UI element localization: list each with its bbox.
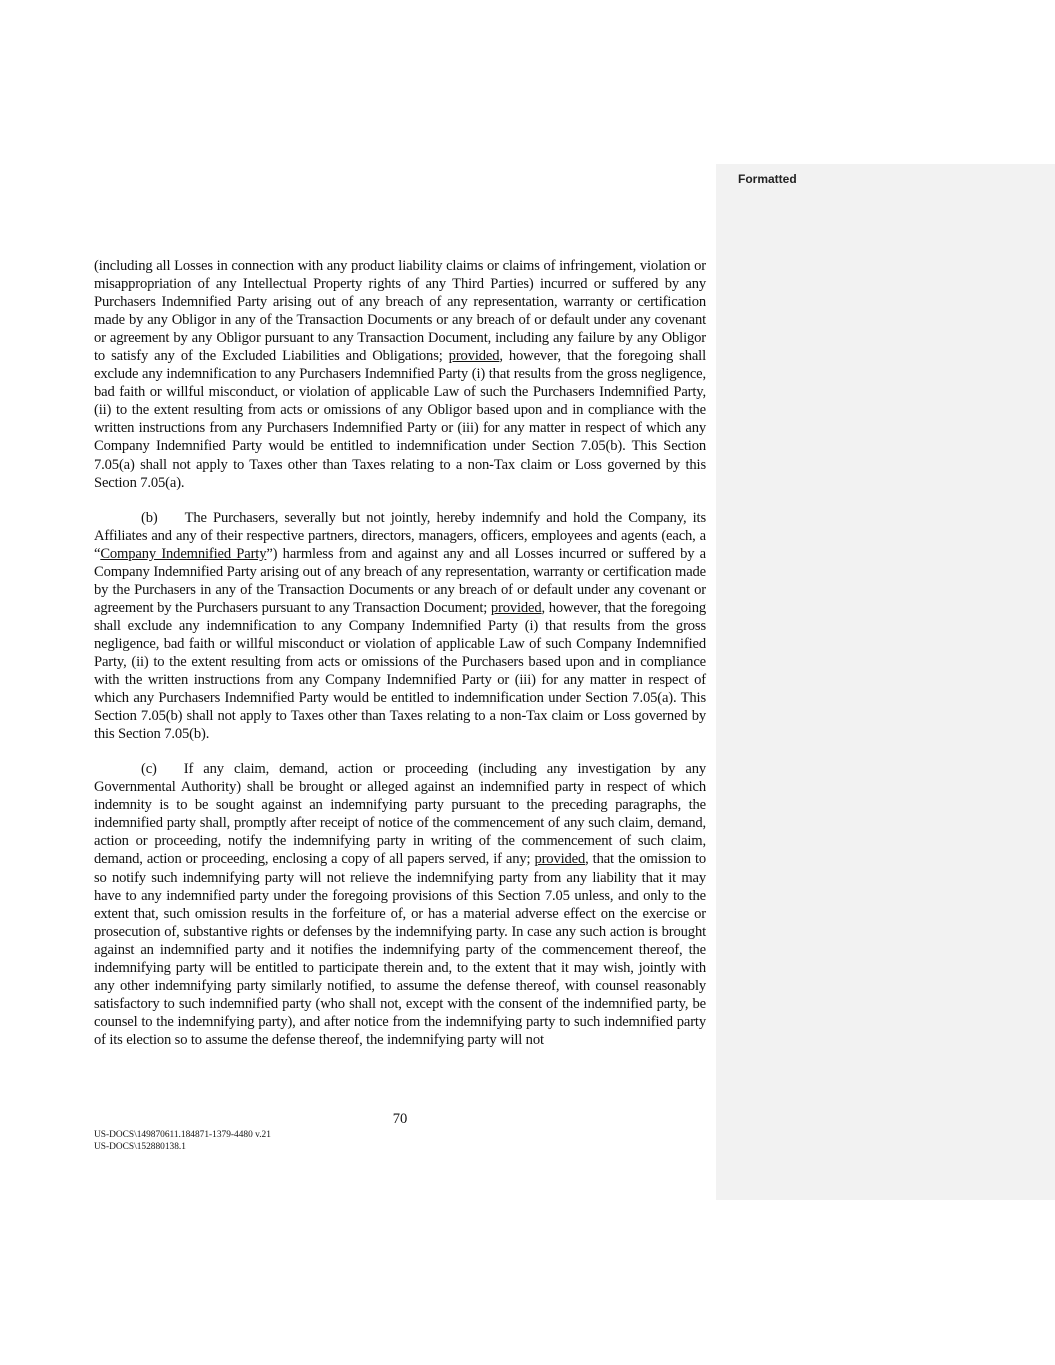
provided-term: provided: [534, 851, 586, 868]
paragraph-c: [94, 760, 706, 1049]
provided-term: provided: [490, 599, 542, 616]
footer-doc-id: US-DOCS\149870611.184871-1379-4480 v.21: [94, 1130, 271, 1140]
paragraph-text: ”) harmless from and against any and all Losses incurred or suffered by a Company Indemnified Party arising out of any breach of any representation, warranty or certification made by the Purchasers in any of the Transaction Documents or any breach of or default under any covenant or agreement by the Purchasers pursuant to any Transaction Document;: [94, 545, 706, 616]
section-label: (b): [141, 509, 158, 526]
comment-pane: [716, 164, 1055, 1200]
paragraph-text: , however, that the foregoing shall exclude any indemnification to any Company Indemnified Party (i) that results from the gross negligence, bad faith or willful misconduct or violation of applicable Law of such Company Indemnified Party, (ii) to the extent resulting from acts or omissions of the Purchasers based upon and in compliance with the written instructions from any Company Indemnified Party or (iii) for any matter in respect of which any Purchasers Indemnified Party would be entitled to indemnification under Section 7.05(a). This Section 7.05(b) shall not apply to Taxes other than Taxes relating to a non-Tax claim or Loss governed by this Section 7.05(b).: [94, 599, 707, 743]
paragraph-text: (including all Losses in connection with any product liability claims or claims of infringement, violation or misappropriation of any Intellectual Property rights of any Third Parties) incurred or suffered by any Purchasers Indemnified Party arising out of any breach of any representation, warranty or certification made by any Obligor in any of the Transaction Documents or any breach of or default under any covenant or agreement by any Obligor pursuant to any Transaction Document, including any failure by any Obligor to satisfy any of the Excluded Liabilities and Obligations;: [94, 258, 706, 365]
defined-term: Company Indemnified Party: [100, 545, 267, 562]
paragraph-b: [94, 509, 706, 744]
page-number: 70: [392, 1111, 408, 1127]
page-body: [94, 257, 706, 1066]
section-label: (c): [141, 761, 157, 778]
paragraph-text: , however, that the foregoing shall exclude any indemnification to any Purchasers Indemnified Party (i) that results from the gross negligence, bad faith or willful misconduct, or violation of applicable Law of such the Purchasers Indemnified Party, (ii) to the extent resulting from acts or omissions of any Obligor based upon and in compliance with the written instructions from any Purchasers Indemnified Party or (iii) for any matter in respect of which any Company Indemnified Party would be entitled to indemnification under Section 7.05(b). This Section 7.05(a) shall not apply to Taxes other than Taxes relating to a non-Tax claim or Loss governed by this Section 7.05(a).: [94, 348, 706, 491]
paragraph-text: , that the omission to so notify such indemnifying party will not relieve the indemnifying party from any liability that it may have to any indemnified party under the foregoing provisions of this Section 7.05 unless, and only to the extent that, such omission results in the forfeiture of, or has a material adverse effect on the exercise or prosecution of, substantive rights or defenses by the indemnifying party. In case any such action is brought against an indemnified party and it notifies the indemnifying party of the commencement thereof, the indemnifying party will be entitled to participate therein and, to the extent that it may wish, jointly with any other indemnifying party similarly notified, to assume the defense thereof, with counsel reasonably satisfactory to such indemnified party (who shall not, except with the consent of the indemnified party, be counsel to the indemnifying party), and after notice from the indemnifying party to such indemnified party of its election so to assume the defense thereof, the indemnifying party will not: [94, 851, 707, 1048]
comment-pane-label: Formatted: [738, 172, 797, 186]
provided-term: provided: [448, 348, 500, 365]
document-footer: [94, 1130, 271, 1153]
footer-doc-id: US-DOCS\152880138.1: [94, 1141, 186, 1152]
paragraph-a-continuation: [94, 257, 706, 492]
paragraph-text: If any claim, demand, action or proceeding (including any investigation by any Governmental Authority) shall be brought or alleged against an indemnified party in respect of which indemnity is to be sought against an indemnifying party pursuant to the preceding paragraphs, the indemnified party shall, promptly after receipt of notice of the commencement of any such claim, demand, action or proceeding, notify the indemnifying party in writing of the commencement of such claim, demand, action or proceeding, enclosing a copy of all papers served, if any;: [94, 761, 706, 868]
paragraph-text: The Purchasers, severally but not jointly, hereby indemnify and hold the Company, its Affiliates and any of their respective partners, directors, managers, officers, employees and agents (each, a “: [94, 509, 706, 562]
